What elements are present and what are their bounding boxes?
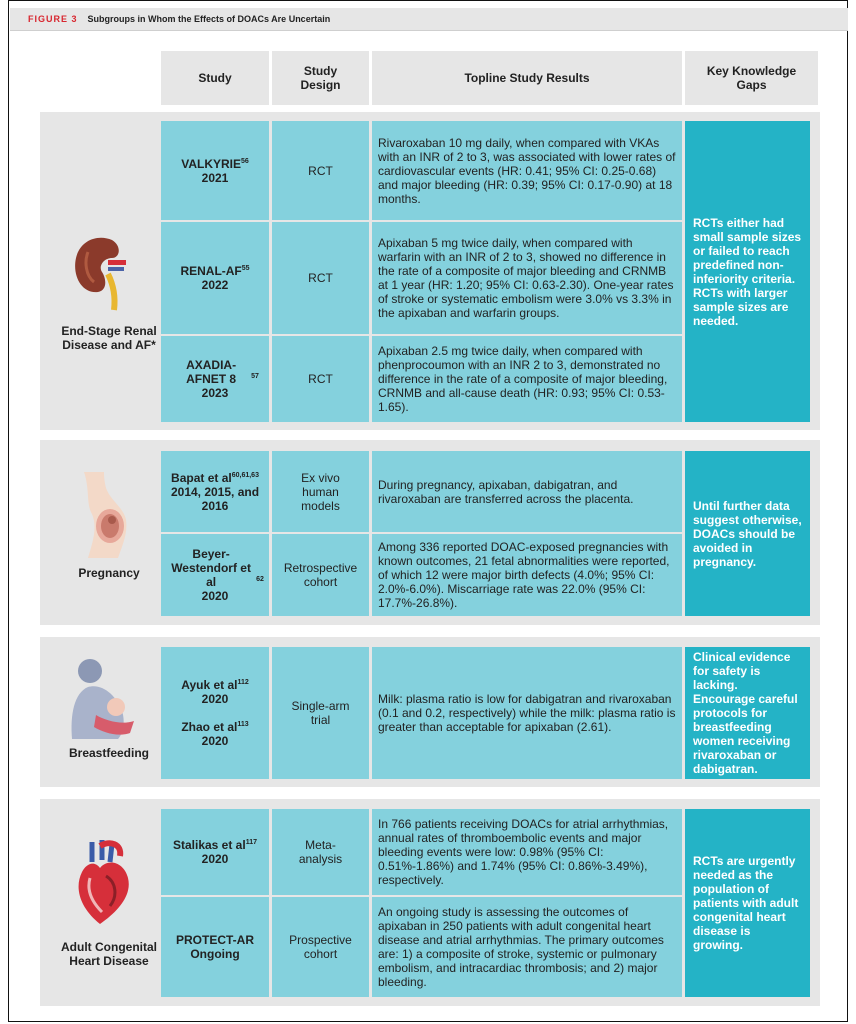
result-text: Among 336 reported DOAC-exposed pregnancies with known outcomes, 21 fetal abnormalities were reported, of which 12 were major birth defects (4.0%; 95% CI: 2.0%-6.0%). Miscarriage rate was 22.0% (95% CI: 17.7%-26.8%). [378, 540, 670, 610]
gap-text: RCTs either had small sample sizes or failed to reach predefined non-inferiority criteria. RCTs with larger sample sizes are needed. [693, 215, 802, 328]
study-name: VALKYRIE [181, 156, 241, 171]
study-year: 2020 [201, 692, 229, 706]
study-cell-axadia [161, 336, 269, 422]
study-name: Zhao et al [181, 720, 238, 734]
design-cell: RCT [272, 121, 369, 220]
design-cell: RCT [272, 336, 369, 422]
header-study-design-text: Study Design [300, 64, 341, 92]
result-text: Apixaban 2.5 mg twice daily, when compared with phenprocoumon with an INR 2 to 3, demonstrated no difference in the rate of a composite of major bleeding, CRNMB and all-cause death (HR: 0.93; 95% CI: 0.53-1.65). [378, 344, 668, 414]
gap-cell-pregnancy [685, 451, 810, 616]
study-year: 2022 [201, 278, 229, 292]
design-text: Prospective cohort [289, 933, 352, 961]
study-cell-bapat [161, 451, 269, 532]
gap-text: RCTs are urgently needed as the population of patients with adult congenital heart disease is growing. [693, 854, 799, 952]
design-cell [272, 647, 369, 779]
study-ref: 55 [241, 265, 250, 272]
result-text: An ongoing study is assessing the outcomes of apixaban in 250 patients with adult congenital heart disease and atrial arrhythmias. The primary outcomes are: 1) a composite of stroke, systemic or pulmonary embolism, and intracardiac thrombosis; and 2) major bleeding. [378, 905, 664, 989]
design-cell: RCT [272, 222, 369, 334]
gap-text: Clinical evidence for safety is lacking. Encourage careful protocols for breastfeeding women receiving rivaroxaban or dabigatran. [693, 650, 798, 776]
header-key-gaps-text: Key Knowledge Gaps [706, 64, 797, 92]
study-ref: 56 [241, 157, 249, 165]
design-text: Single-arm trial [291, 699, 350, 727]
result-text: Apixaban 5 mg twice daily, when compared with warfarin with an INR of 2 to 3, showed no difference in the rate of a composite of major bleeding and CRNMB at 1 year (HR: 1.20; 95% CI: 0.63-2.30). One-year rates of stroke or systematic embolism were 3.0% vs 3.3% in the apixaban and warfarin groups. [378, 236, 674, 320]
result-cell [372, 897, 682, 997]
result-cell [372, 336, 682, 422]
study-year: Ongoing [190, 947, 240, 961]
gap-cell-heart [685, 809, 810, 997]
study-year: 2023 [201, 386, 229, 400]
study-year: 2021 [201, 170, 229, 185]
study-name: AXADIA-AFNET 8 [186, 358, 237, 386]
heart-icon [70, 838, 138, 928]
pregnancy-icon [70, 470, 136, 560]
study-name: PROTECT-AR [176, 933, 254, 947]
study-name: Stalikas et al [172, 838, 246, 852]
subgroup-label-pregnancy: Pregnancy [78, 566, 140, 580]
study-cell-breastfeeding [161, 647, 269, 779]
subgroup-label-renal: End-Stage Renal Disease and AF* [61, 324, 157, 352]
design-cell [272, 534, 369, 616]
result-text: Milk: plasma ratio is low for dabigatran and rivaroxaban (0.1 and 0.2, respectively) while the milk: plasma ratio is greater than acceptable for apixaban (2.61). [378, 692, 676, 734]
study-name: Bapat et al [171, 470, 232, 485]
subgroup-label-heart: Adult Congenital Heart Disease [61, 940, 157, 968]
result-text: Rivaroxaban 10 mg daily, when compared with VKAs with an INR of 2 to 3, was associated with lower rates of cardiovascular events (HR: 0.41; 95% CI: 0.25-0.68) and major bleeding (HR: 0.39; 95% CI: 0.17-0.90) at 18 months. [378, 135, 676, 206]
study-year: 2020 [201, 734, 229, 748]
study-cell-valkyrie [161, 121, 269, 220]
gap-cell-renal [685, 121, 810, 422]
study-cell-renal-af [161, 222, 269, 334]
study-name: Ayuk et al [181, 678, 238, 692]
study-cell-stalikas [161, 809, 269, 895]
study-name: RENAL-AF [180, 264, 242, 278]
result-cell [372, 534, 682, 616]
header-key-gaps [685, 51, 818, 105]
study-cell-protect-ar [161, 897, 269, 997]
study-year: 2020 [201, 852, 229, 866]
gap-cell-breastfeeding [685, 647, 810, 779]
result-text: In 766 patients receiving DOACs for atrial arrhythmias, annual rates of thromboembolic events and major bleeding events were low: 0.98% (95% CI: 0.51%-1.86%) and 1.74% (95% CI: 0.86%-3.49%), respectively. [378, 817, 669, 887]
header-study-design [272, 51, 369, 105]
study-ref: 57 [251, 373, 259, 380]
design-cell [272, 451, 369, 532]
design-cell [272, 897, 369, 997]
study-year: 2020 [201, 589, 229, 603]
gap-text: Until further data suggest otherwise, DOACs should be avoided in pregnancy. [693, 498, 802, 569]
study-name: Beyer-Westendorf et al [171, 547, 251, 589]
study-ref: 60,61,63 [231, 471, 259, 479]
design-cell [272, 809, 369, 895]
kidney-icon [68, 232, 138, 312]
result-cell [372, 121, 682, 220]
subgroup-label-breastfeeding: Breastfeeding [68, 746, 150, 760]
study-ref: 62 [256, 576, 264, 583]
study-ref: 113 [237, 721, 249, 728]
study-cell-beyer [161, 534, 269, 616]
result-cell [372, 809, 682, 895]
study-ref: 117 [245, 839, 257, 846]
breastfeeding-icon [66, 655, 142, 739]
design-text: Retrospective cohort [283, 561, 358, 589]
header-topline-results: Topline Study Results [372, 51, 682, 105]
figure-title-bar [10, 8, 848, 31]
design-text: Ex vivo human models [301, 470, 340, 513]
design-text: Meta-analysis [298, 838, 343, 866]
result-text: During pregnancy, apixaban, dabigatran, and rivaroxaban are transferred across the placenta. [378, 477, 634, 506]
result-cell [372, 451, 682, 532]
header-study: Study [161, 51, 269, 105]
figure-title: Subgroups in Whom the Effects of DOACs Are Uncertain [87, 14, 331, 24]
result-cell [372, 647, 682, 779]
study-year: 2014, 2015, and 2016 [170, 484, 260, 513]
study-ref: 112 [237, 679, 249, 686]
result-cell [372, 222, 682, 334]
figure-label: FIGURE 3 [28, 14, 78, 24]
